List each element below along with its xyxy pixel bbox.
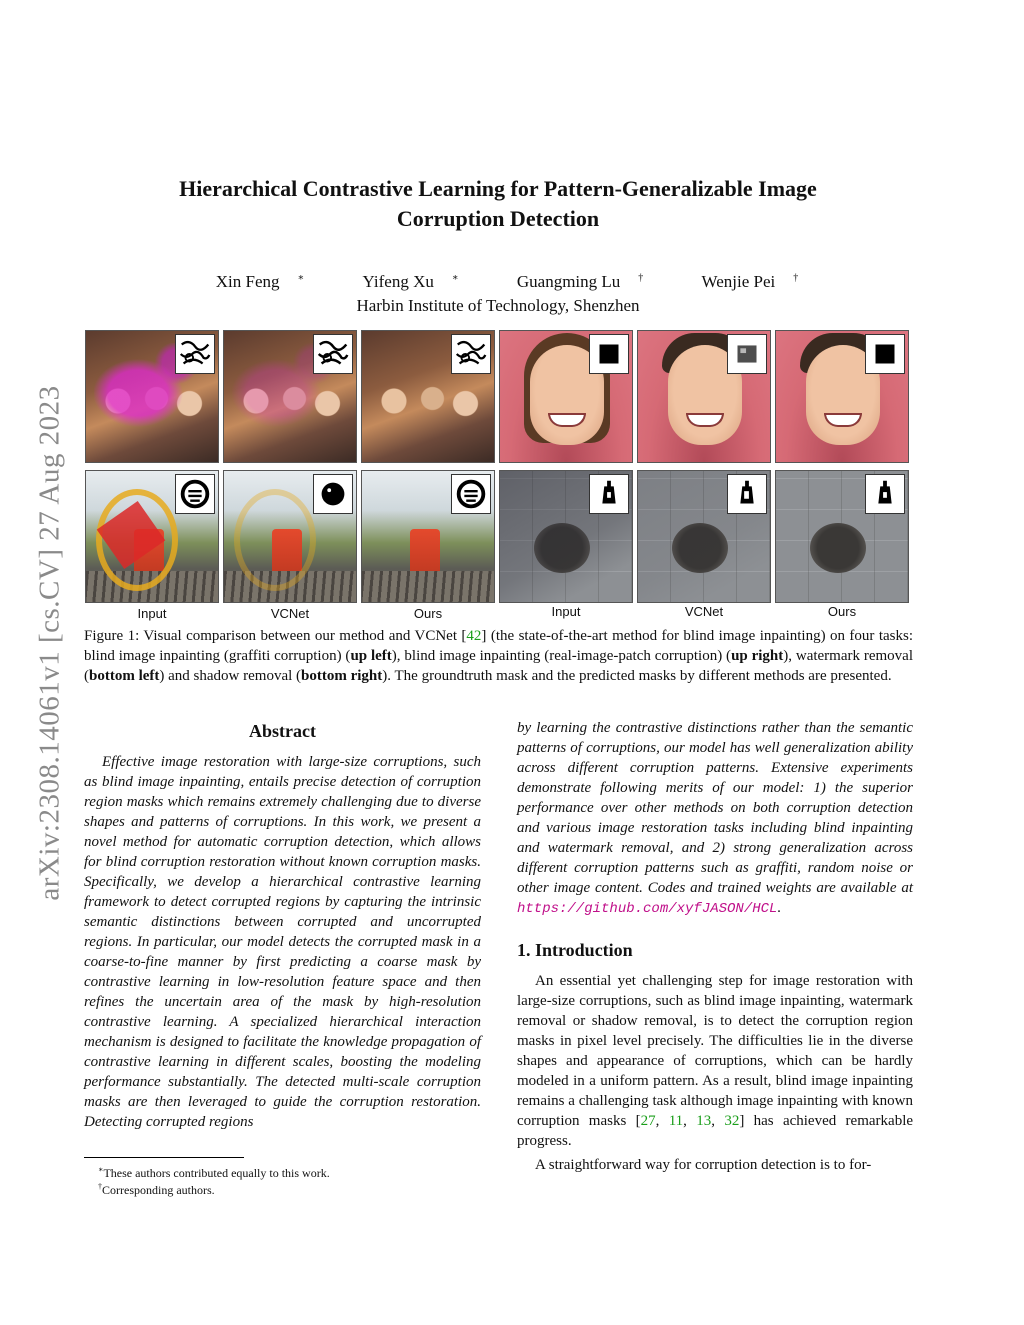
arxiv-stamp: arXiv:2308.14061v1 [cs.CV] 27 Aug 2023 xyxy=(33,384,66,901)
mask-inset xyxy=(589,334,629,374)
mask-inset xyxy=(313,474,353,514)
author: Yifeng Xu ∗ xyxy=(362,272,459,291)
citation-link[interactable]: 11 xyxy=(668,1113,684,1129)
right-column xyxy=(517,718,913,1175)
author: Guangming Lu † xyxy=(516,272,644,291)
figure-label: Ours xyxy=(413,606,443,621)
figure-label: Ours xyxy=(827,604,857,619)
paper-title: Hierarchical Contrastive Learning for Pattern-Generalizable Image Corruption Detection xyxy=(179,176,817,231)
intro-heading: 1. Introduction xyxy=(517,940,633,960)
abstract-continued: by learning the contrastive distinctions rather than the semantic patterns of corruptions, our model has well generalization ability across different corruption patterns. Extensive experiments demonstrate following merits of our model: 1) the superior performance over other methods on both corruption detection and various image restoration tasks including blind inpainting and watermark removal, and 2) strong generalization across different corruption patterns such as graffiti, random noise or other image content. Codes and trained weights are available at https://github.com/xyfJASON/HCL. xyxy=(517,720,913,917)
author: Wenjie Pei † xyxy=(701,272,799,291)
figure-caption: Figure 1: Visual comparison between our method and VCNet [42] (the state-of-the-art method for blind image inpainting) on four tasks: blind image inpainting (graffiti corruption) (up left), blind image inpainting (real-image-patch corruption) (up right), watermark removal (bottom left) and shadow removal (bottom right). The groundtruth mask and the predicted masks by different methods are presented. xyxy=(84,628,913,684)
intro-paragraph-1: An essential yet challenging step for image restoration with large-size corruptions, such as blind image inpainting, watermark removal or shadow removal, is to detect the corruption region masks in pixel level precisely. The difficulties lie in the diverse shapes and appearance of corruptions, which can be hardly modeled in a uniform pattern. As a result, blind image inpainting remains a challenging task although image inpainting with known corruption masks [27, 11, 13, 32] has achieved remarkable progress. xyxy=(517,973,914,1149)
figure-tile-shadow-ours xyxy=(775,470,909,603)
code-link[interactable]: https://github.com/xyfJASON/HCL xyxy=(517,901,778,917)
figure-tile-patch-vcnet xyxy=(637,330,771,463)
mask-inset xyxy=(451,474,491,514)
figure-tile-watermark-vcnet xyxy=(223,470,357,603)
mask-inset xyxy=(175,474,215,514)
mask-inset xyxy=(175,334,215,374)
mask-inset xyxy=(727,334,767,374)
mask-inset xyxy=(865,334,905,374)
affiliation: Harbin Institute of Technology, Shenzhen xyxy=(356,296,640,315)
citation-link[interactable]: 27 xyxy=(640,1113,656,1129)
mask-inset xyxy=(727,474,767,514)
citation-link[interactable]: 32 xyxy=(724,1113,740,1129)
figure-tile-patch-input xyxy=(499,330,633,463)
footnote: ∗These authors contributed equally to this work. xyxy=(98,1165,330,1180)
figure-label: Input xyxy=(551,604,581,619)
figure-tile-patch-ours xyxy=(775,330,909,463)
figure-tile-watermark-input xyxy=(85,470,219,603)
figure-label: VCNet xyxy=(684,604,724,619)
mask-inset xyxy=(865,474,905,514)
figure-tile-graffiti-input xyxy=(85,330,219,463)
figure-label: Input xyxy=(137,606,167,621)
citation-link[interactable]: 42 xyxy=(466,628,482,644)
mask-inset xyxy=(589,474,629,514)
intro-paragraph-2: A straightforward way for corruption detection is to for- xyxy=(535,1157,872,1173)
mask-inset xyxy=(313,334,353,374)
figure-tile-graffiti-ours xyxy=(361,330,495,463)
abstract-text: Effective image restoration with large-size corruptions, such as blind image inpainting, entails precise detection of corruption region masks which remains extremely challenging due to diverse shapes and patterns of corruptions. In this work, we present a novel method for automatic corruption detection, which allows for blind corruption restoration without known corruption masks. Specifically, we develop a hierarchical contrastive learning framework to detect corrupted regions by capturing the intrinsic semantic distinctions between corrupted and uncorrupted regions. In particular, our model detects the corrupted mask in a coarse-to-fine manner by first predicting a coarse mask by contrastive learning in low-resolution feature space and then refines the uncertain area of the mask by high-resolution contrastive learning. A specialized hierarchical interaction mechanism is designed to facilitate the knowledge propagation of contrastive learning in different scales, boosting the modeling performance substantially. The detected multi-scale corruption masks are then leveraged to guide the corruption restoration. Detecting corrupted regions xyxy=(84,754,481,1130)
mask-inset xyxy=(451,334,491,374)
author: Xin Feng ∗ xyxy=(215,272,305,291)
figure-tile-watermark-ours xyxy=(361,470,495,603)
figure-tile-shadow-input xyxy=(499,470,633,603)
left-column xyxy=(84,718,481,1132)
figure-tile-graffiti-vcnet xyxy=(223,330,357,463)
figure-1-grid xyxy=(85,330,912,604)
footnote-rule xyxy=(84,1157,244,1158)
figure-tile-shadow-vcnet xyxy=(637,470,771,603)
abstract-heading: Abstract xyxy=(249,721,316,741)
citation-link[interactable]: 13 xyxy=(696,1113,712,1129)
footnote: †Corresponding authors. xyxy=(98,1182,215,1197)
author-list xyxy=(100,272,896,292)
figure-label: VCNet xyxy=(270,606,310,621)
